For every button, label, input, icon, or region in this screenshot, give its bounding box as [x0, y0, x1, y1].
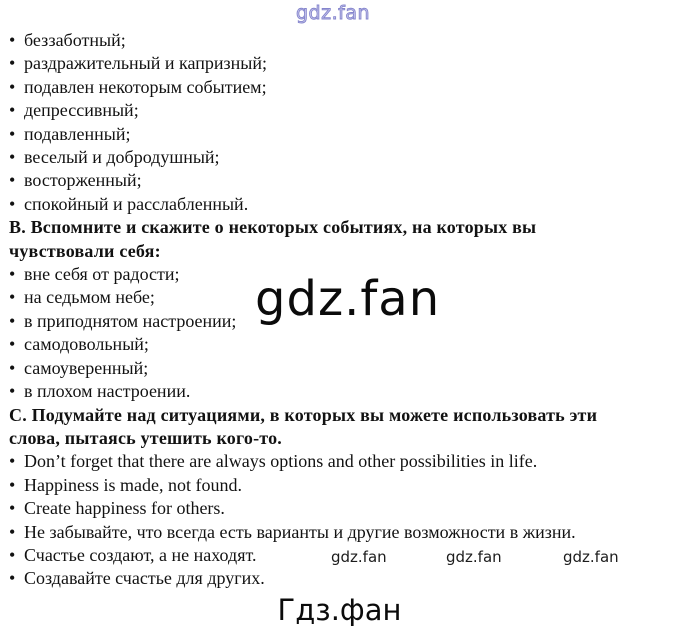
list-item: [9, 567, 670, 590]
bullet-marker: •: [9, 170, 16, 191]
list-item: [9, 450, 670, 473]
bullet-marker: •: [9, 264, 16, 285]
watermark-inline-1: gdz.fan: [331, 547, 387, 566]
bullet-marker: •: [9, 357, 16, 378]
list-item-text: Создавайте счастье для других.: [24, 568, 265, 589]
list-item-text: вне себя от радости;: [24, 264, 180, 285]
section-c-heading-line1: С. Подумайте над ситуациями, в которых вы можете использовать эти: [9, 404, 598, 425]
section-c-heading-line2: слова, пытаясь утешить кого-то.: [9, 427, 283, 448]
bullet-marker: •: [9, 76, 16, 97]
bullet-marker: •: [9, 568, 16, 589]
list-item-text: веселый и добродушный;: [24, 147, 220, 168]
bullet-marker: •: [9, 310, 16, 331]
list-item: [9, 169, 670, 192]
section-b-heading-line2: чувствовали себя:: [9, 240, 161, 261]
list-item: [9, 52, 670, 75]
list-item-text: Не забывайте, что всегда есть варианты и другие возможности в жизни.: [24, 521, 576, 542]
bullet-marker: •: [9, 451, 16, 472]
bullet-marker: •: [9, 53, 16, 74]
list-item: [9, 193, 670, 216]
list-item: [9, 146, 670, 169]
bullet-marker: •: [9, 30, 16, 50]
list-item-text: раздражительный и капризный;: [24, 53, 267, 74]
list-item-text: депрессивный;: [24, 100, 139, 121]
list-item: [9, 333, 670, 356]
list-item-text: Happiness is made, not found.: [24, 474, 242, 495]
watermark-inline-3: gdz.fan: [563, 547, 619, 566]
bullet-marker: •: [9, 123, 16, 144]
bullet-marker: •: [9, 498, 16, 519]
list-item: [9, 99, 670, 122]
list-item-text: самоуверенный;: [24, 357, 149, 378]
bullet-marker: •: [9, 474, 16, 495]
list-item: [9, 123, 670, 146]
bullet-marker: •: [9, 147, 16, 168]
list-item-text: беззаботный;: [24, 30, 126, 50]
list-item: [9, 497, 670, 520]
list-item-text: подавленный;: [24, 123, 131, 144]
watermark-top: gdz.fan: [296, 2, 371, 24]
bullet-marker: •: [9, 287, 16, 308]
section-b-heading-line1: В. Вспомните и скажите о некоторых событиях, на которых вы: [9, 217, 537, 238]
list-item-text: Счастье создают, а не находят.: [24, 544, 257, 565]
bullet-marker: •: [9, 334, 16, 355]
bullet-marker: •: [9, 193, 16, 214]
list-item: [9, 474, 670, 497]
list-item-text: подавлен некоторым событием;: [24, 76, 267, 97]
list-item-text: Don’t forget that there are always options and other possibilities in life.: [24, 451, 538, 472]
bullet-marker: •: [9, 521, 16, 542]
list-item: [9, 357, 670, 380]
list-item-text: на седьмом небе;: [24, 287, 155, 308]
list-item: [9, 521, 670, 544]
list-item-text: Create happiness for others.: [24, 498, 225, 519]
list-item-text: спокойный и расслабленный.: [24, 193, 249, 214]
list-item: [9, 76, 670, 99]
watermark-inline-2: gdz.fan: [446, 547, 502, 566]
list-item: [9, 380, 670, 403]
bullet-marker: •: [9, 544, 16, 565]
footer-logo: Гдз.фан: [277, 592, 402, 627]
list-item: [9, 544, 670, 567]
list-item-text: восторженный;: [24, 170, 142, 191]
list-item-text: в приподнятом настроении;: [24, 310, 237, 331]
bullet-marker: •: [9, 381, 16, 402]
bullet-marker: •: [9, 100, 16, 121]
watermark-center: gdz.fan: [255, 271, 441, 327]
list-item-text: самодовольный;: [24, 334, 149, 355]
list-item-text: в плохом настроении.: [24, 381, 191, 402]
list-item: [9, 29, 670, 52]
